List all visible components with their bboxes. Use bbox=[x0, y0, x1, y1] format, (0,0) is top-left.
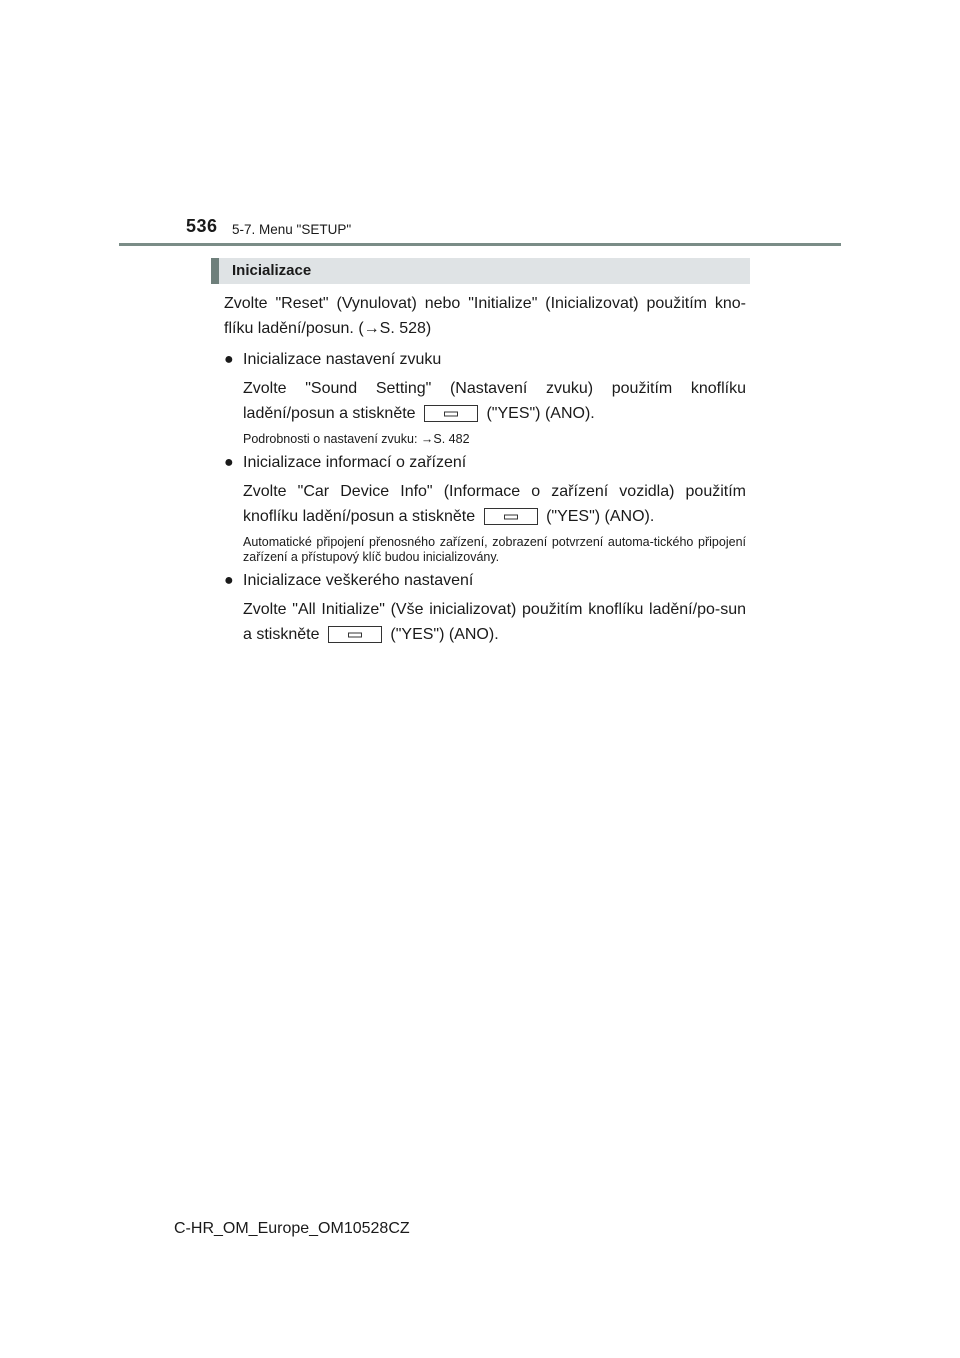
item-text: Zvolte "Car Device Info" (Informace o zařízení vozidla) použitím knoflíku ladění/posun a stiskněte ("YES") (ANO). bbox=[243, 483, 746, 525]
page-number: 536 bbox=[186, 216, 218, 236]
bullet-icon: ● bbox=[224, 454, 234, 471]
bullet-title: ● Inicializace nastavení zvuku bbox=[224, 347, 746, 372]
item-note: Automatické připojení přenosného zařízení, zobrazení potvrzení automa-tického připojení zařízení a přístupový klíč budou inicializovány. bbox=[243, 535, 746, 564]
bullet-icon: ● bbox=[224, 351, 234, 368]
chapter-title: 5-7. Menu "SETUP" bbox=[232, 222, 352, 237]
content bbox=[224, 291, 746, 647]
enter-button-icon bbox=[328, 626, 382, 643]
item-text: Zvolte "Sound Setting" (Nastavení zvuku) použitím knoflíku ladění/posun a stiskněte ("YES") (ANO). bbox=[243, 380, 746, 422]
enter-button-icon bbox=[424, 405, 478, 422]
intro-ref: S. 528) bbox=[379, 320, 432, 337]
intro-text: Zvolte "Reset" (Vynulovat) nebo "Initialize" (Inicializovat) použitím kno-flíku ladění/posun. ( bbox=[224, 295, 746, 337]
intro-paragraph bbox=[224, 291, 746, 341]
list-item bbox=[224, 347, 746, 447]
bullet-title: ● Inicializace veškerého nastavení bbox=[224, 568, 746, 593]
arrow-icon: → bbox=[363, 320, 380, 337]
section-header bbox=[211, 258, 750, 284]
list-item bbox=[224, 450, 746, 565]
header-rule bbox=[119, 243, 841, 246]
footer-code: C-HR_OM_Europe_OM10528CZ bbox=[174, 1220, 410, 1237]
arrow-icon: → bbox=[420, 432, 434, 446]
section-title: Inicializace bbox=[232, 262, 312, 279]
bullet-title: ● Inicializace informací o zařízení bbox=[224, 450, 746, 475]
bullet-icon: ● bbox=[224, 572, 234, 589]
item-text: Zvolte "All Initialize" (Vše inicializovat) použitím knoflíku ladění/po-sun a stiskněte ("YES") (ANO). bbox=[243, 601, 746, 643]
item-note: Podrobnosti o nastavení zvuku: →S. 482 bbox=[243, 432, 470, 446]
list-item bbox=[224, 568, 746, 647]
enter-button-icon bbox=[484, 508, 538, 525]
